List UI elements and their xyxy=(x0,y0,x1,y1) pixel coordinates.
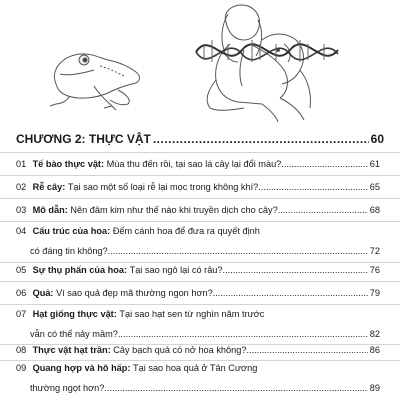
frog-sketch xyxy=(50,54,139,110)
toc-entry-07 xyxy=(16,304,380,344)
entry-page: 68 xyxy=(369,205,380,215)
entry-number: 02 xyxy=(16,182,27,192)
entry-topic: Quả: xyxy=(32,288,54,298)
entry-number: 01 xyxy=(16,159,27,169)
girl-hugging-dog-sketch xyxy=(207,5,310,122)
entry-question: Cây bạch quả có nở hoa không? xyxy=(113,345,247,355)
entry-page: 76 xyxy=(369,265,380,275)
divider xyxy=(0,198,400,199)
entry-question: Tại sao một số loại rễ lại mọc trong không khí? xyxy=(67,182,259,192)
entry-leader-dots xyxy=(213,283,368,303)
toc-entry-06 xyxy=(16,283,380,303)
divider xyxy=(0,175,400,176)
entry-page: 82 xyxy=(369,329,380,339)
entry-topic: Tế bào thực vật: xyxy=(32,159,105,169)
entry-page: 72 xyxy=(369,246,380,256)
entry-topic: Mô dẫn: xyxy=(32,205,68,215)
entry-question: Mùa thu đến rồi, tại sao lá cây lại đổi màu? xyxy=(106,159,282,169)
toc-entry-08 xyxy=(16,340,380,360)
entry-leader-dots xyxy=(108,241,368,261)
chapter-leader-dots xyxy=(153,132,369,146)
entry-question: Nên đâm kim như thế nào khi truyền dịch cho cây? xyxy=(70,205,278,215)
entry-topic: Thực vật hạt trần: xyxy=(32,345,111,355)
entry-topic: Cấu trúc của hoa: xyxy=(32,226,111,236)
divider xyxy=(0,152,400,153)
entry-question: Tại sao hạt sen từ nghìn năm trước xyxy=(119,309,265,319)
entry-question-cont: có đáng tin không? xyxy=(30,246,108,256)
entry-leader-dots xyxy=(278,200,368,220)
toc-entry-09 xyxy=(16,358,380,398)
illustration xyxy=(0,0,400,126)
entry-question-cont: vẫn có thể nảy mầm? xyxy=(30,329,118,339)
entry-question: Tại sao hoa quả ở Tân Cương xyxy=(133,363,258,373)
entry-number: 07 xyxy=(16,309,27,319)
entry-number: 08 xyxy=(16,345,27,355)
entry-leader-dots xyxy=(258,177,367,197)
entry-topic: Quang hợp và hô hấp: xyxy=(32,363,131,373)
toc-entry-04 xyxy=(16,221,380,261)
toc-entry-03 xyxy=(16,200,380,220)
entry-question: Vì sao quả đẹp mã thường ngon hơn? xyxy=(56,288,213,298)
chapter-title: CHƯƠNG 2: THỰC VẬT xyxy=(16,132,151,146)
entry-question: Tại sao ngô lại có râu? xyxy=(129,265,223,275)
divider xyxy=(0,281,400,282)
entry-question-cont: thường ngọt hơn? xyxy=(30,383,105,393)
chapter-heading xyxy=(16,132,384,146)
entry-page: 65 xyxy=(369,182,380,192)
entry-topic: Hạt giống thực vật: xyxy=(32,309,117,319)
entry-page: 86 xyxy=(369,345,380,355)
toc-entry-02 xyxy=(16,177,380,197)
entry-page: 79 xyxy=(369,288,380,298)
toc-entry-01 xyxy=(16,154,380,174)
entry-leader-dots xyxy=(104,378,367,398)
entry-leader-dots xyxy=(223,260,368,280)
entry-leader-dots xyxy=(246,340,367,360)
entry-number: 04 xyxy=(16,226,27,236)
dna-helix-sketch xyxy=(196,40,338,62)
entry-number: 06 xyxy=(16,288,27,298)
entry-number: 05 xyxy=(16,265,27,275)
entry-topic: Rễ cây: xyxy=(32,182,66,192)
entry-topic: Sự thụ phấn của hoa: xyxy=(32,265,128,275)
entry-leader-dots xyxy=(281,154,367,174)
entry-number: 09 xyxy=(16,363,27,373)
entry-number: 03 xyxy=(16,205,27,215)
entry-page: 89 xyxy=(369,383,380,393)
entry-question: Đếm cánh hoa để đưa ra quyết định xyxy=(112,226,260,236)
chapter-page: 60 xyxy=(370,132,384,146)
entry-page: 61 xyxy=(369,159,380,169)
toc-entry-05 xyxy=(16,260,380,280)
